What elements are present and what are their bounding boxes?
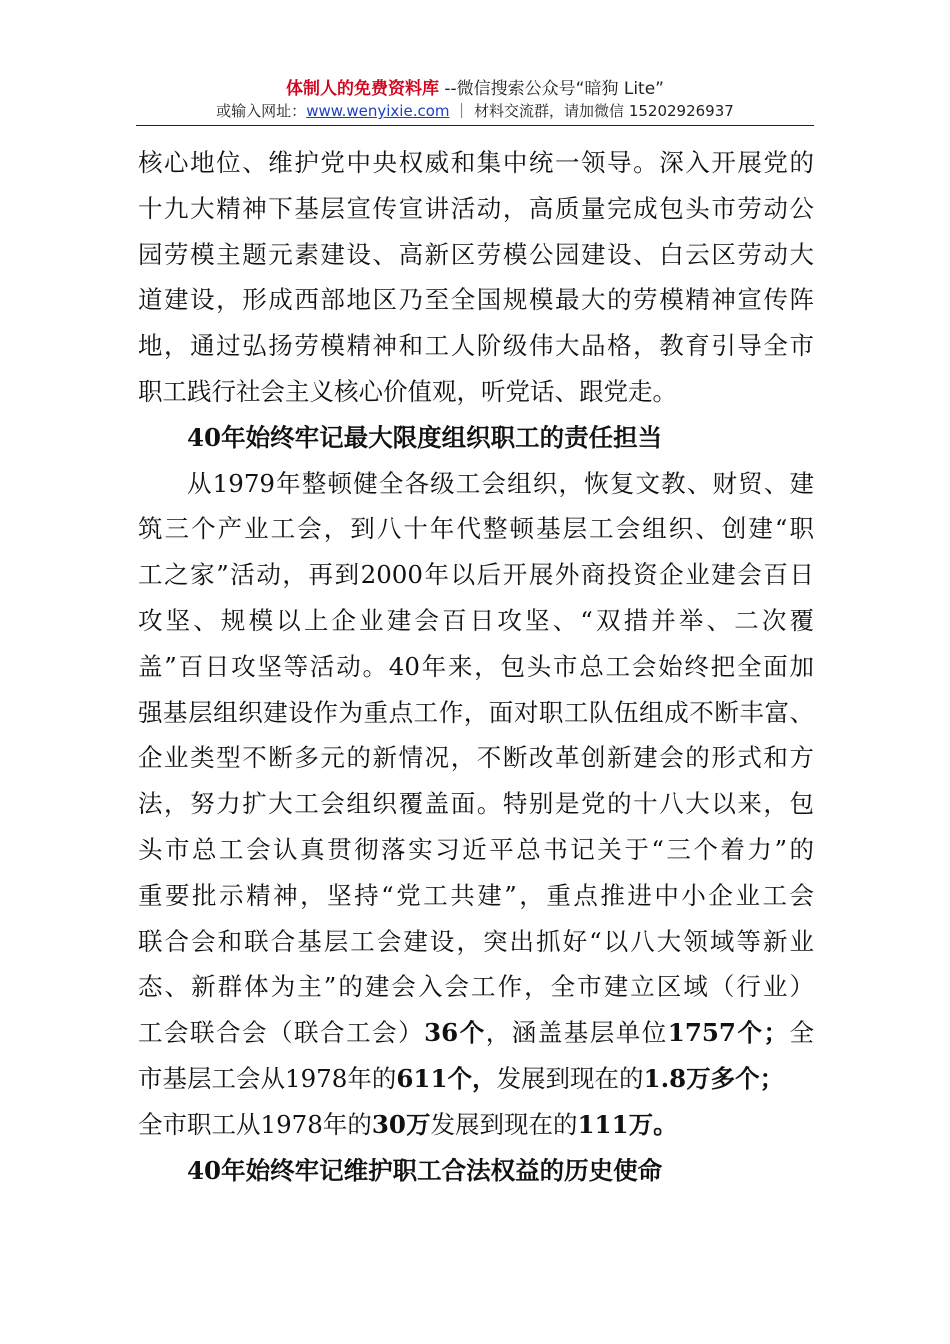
text-line: 盖”百日攻坚等活动。40年来，包头市总工会始终把全面加 — [138, 651, 814, 681]
site-link[interactable]: www.wenyixie.com — [306, 102, 450, 120]
text-line: 头市总工会认真贯彻落实习近平总书记关于“三个着力”的 — [138, 834, 814, 864]
text-line: 工之家”活动，再到2000年以后开展外商投资企业建会百日 — [138, 560, 814, 590]
bold-figure: 111万。 — [577, 1109, 678, 1139]
text-line — [138, 1102, 814, 1148]
page-header — [136, 78, 814, 122]
bold-figure: 36个 — [424, 1018, 486, 1048]
header-divider — [136, 125, 814, 126]
text-line: 筑三个产业工会，到八十年代整顿基层工会组织、创建“职 — [138, 514, 814, 544]
paragraph-1 — [138, 140, 814, 415]
header-line-1 — [136, 78, 814, 100]
url-prefix: 或输入网址： — [216, 102, 307, 120]
text-run: 发展到现在的 — [430, 1109, 578, 1139]
bold-figure: 611个， — [396, 1063, 497, 1093]
text-line: 攻坚、规模以上企业建会百日攻坚、“双措并举、二次覆 — [138, 605, 814, 635]
text-line: 十九大精神下基层宣传宣讲活动，高质量完成包头市劳动公 — [138, 193, 814, 223]
text-run: 全市职工从1978年的 — [138, 1109, 372, 1139]
text-line: 强基层组织建设作为重点工作，面对职工队伍组成不断丰富、 — [138, 697, 814, 727]
document-body — [138, 140, 814, 1193]
text-line: 联合会和联合基层工会建设，突出抓好“以八大领域等新业 — [138, 926, 814, 956]
wechat-note: --微信搜索公众号“暗狗 Lite” — [438, 79, 664, 99]
text-line: 重要批示精神，坚持“党工共建”，重点推进中小企业工会 — [138, 880, 814, 910]
header-line-2 — [136, 100, 814, 122]
text-line: 态、新群体为主”的建会入会工作，全市建立区域（行业） — [138, 972, 814, 1002]
bold-figure: 30万 — [371, 1109, 431, 1139]
text-line: 园劳模主题元素建设、高新区劳模公园建设、白云区劳动大 — [138, 239, 814, 269]
text-line: 职工践行社会主义核心价值观，听党话、跟党走。 — [138, 376, 677, 406]
text-line: 道建设，形成西部地区乃至全国规模最大的劳模精神宣传阵 — [138, 285, 814, 315]
bold-figure: 1.8万多个； — [643, 1063, 785, 1093]
site-name: 体制人的免费资料库 — [285, 79, 439, 99]
text-line: 企业类型不断多元的新情况，不断改革创新建会的形式和方 — [138, 743, 814, 773]
text-run: 市基层工会从1978年的 — [138, 1063, 397, 1093]
text-line: 地，通过弘扬劳模精神和工人阶级伟大品格，教育引导全市 — [138, 331, 814, 361]
text-run: ，涵盖基层单位 — [485, 1018, 668, 1048]
contact-info: ｜ 材料交流群，请加微信 15202926937 — [449, 102, 734, 120]
paragraph-2 — [138, 461, 814, 1148]
section-heading-2: 40年始终牢记维护职工合法权益的历史使命 — [187, 1155, 663, 1185]
text-run: 发展到现在的 — [496, 1063, 644, 1093]
text-run: 全 — [788, 1018, 815, 1048]
text-line: 核心地位、维护党中央权威和集中统一领导。深入开展党的 — [138, 148, 814, 177]
text-run: 工会联合会（联合工会） — [138, 1018, 425, 1048]
text-line: 从1979年整顿健全各级工会组织，恢复文教、财贸、建 — [187, 468, 814, 498]
text-line: 法，努力扩大工会组织覆盖面。特别是党的十八大以来，包 — [138, 789, 814, 819]
section-heading-1: 40年始终牢记最大限度组织职工的责任担当 — [187, 422, 663, 452]
text-line — [138, 1010, 814, 1056]
text-line — [138, 1056, 814, 1102]
bold-figure: 1757个； — [667, 1018, 788, 1048]
